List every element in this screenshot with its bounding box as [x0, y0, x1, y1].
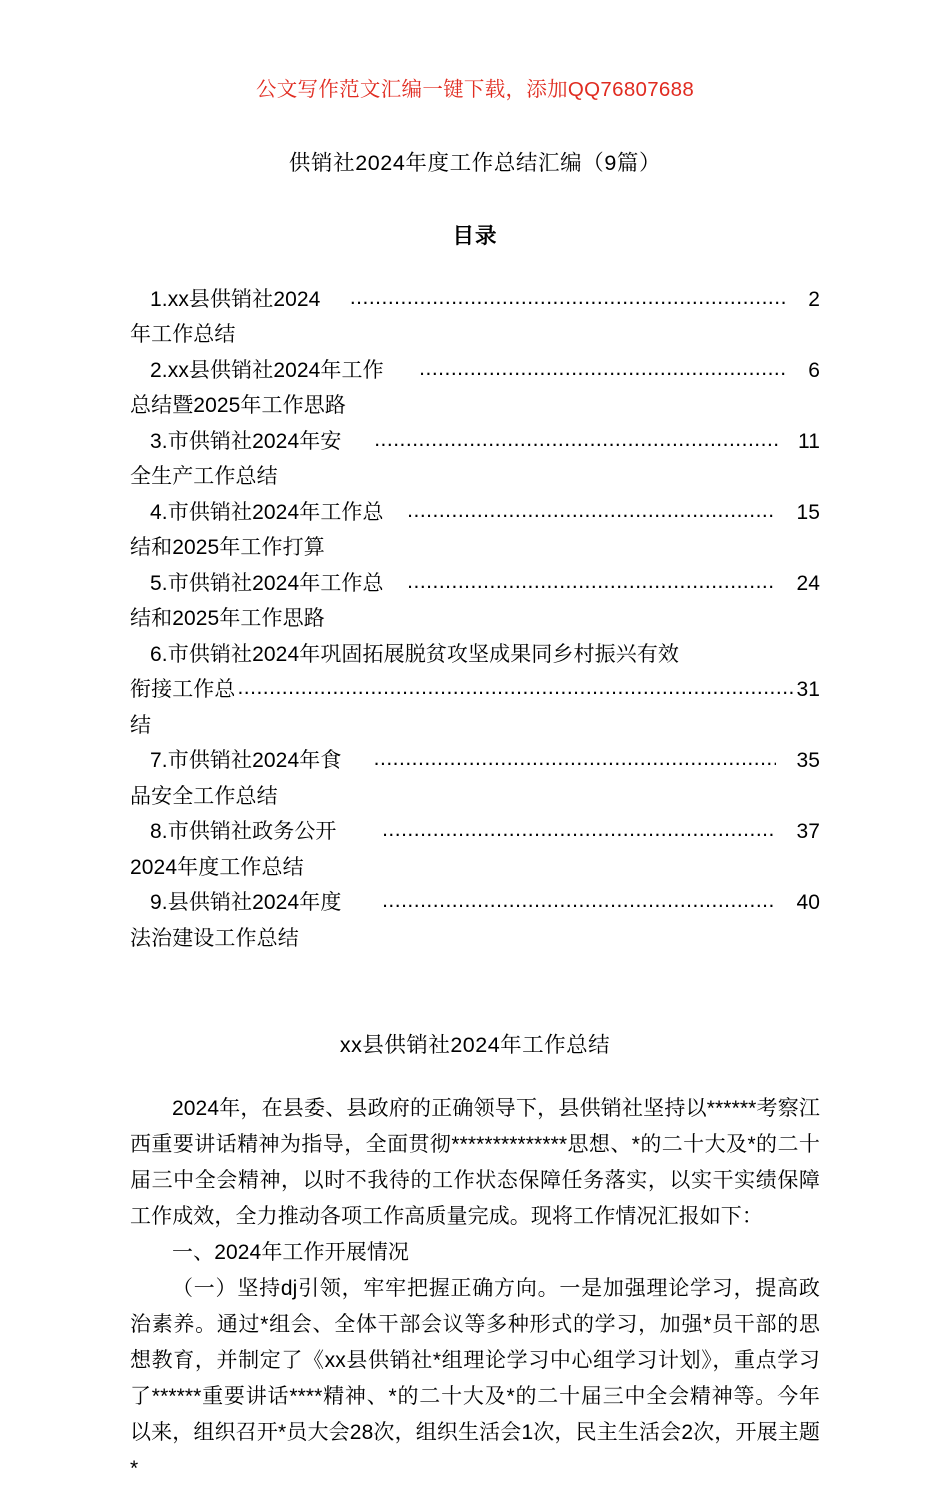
toc-dot-leader [354, 429, 778, 450]
toc-entry-page: 40 [796, 891, 820, 915]
toc-entry-page: 11 [798, 429, 820, 453]
toc-entry-4[interactable] [130, 495, 820, 566]
toc-entry-number: 3. [150, 429, 168, 453]
toc-entry-number: 2. [150, 358, 168, 382]
toc-entry-page: 15 [796, 500, 820, 524]
toc-entry-7[interactable] [130, 743, 820, 814]
toc-entry-number: 5. [150, 571, 168, 595]
article-body [130, 1091, 820, 1487]
article-paragraph-2: 一、2024年工作开展情况 [172, 1241, 410, 1265]
toc-dot-leader [354, 748, 777, 769]
toc-dot-leader [362, 890, 776, 911]
toc-dot-leader [330, 287, 788, 308]
toc-entry-6[interactable] [130, 637, 820, 744]
toc-entry-page: 31 [796, 678, 820, 702]
toc-entry-title: 市供销社2024年食品安全工作总结 [130, 749, 342, 808]
article-heading: xx县供销社2024年工作总结 [339, 1033, 611, 1058]
toc-entry-page: 35 [796, 749, 820, 773]
toc-entry-number: 8. [150, 820, 168, 844]
article-paragraph-1: 2024年，在县委、县政府的正确领导下，县供销社坚持以******考察江西重要讲话精神为指导，全面贯彻**************思想、*的二十大及*的二十届三中全会精神，以时不我待的工作状态保障任务落实，以实干实绩保障工作成效，全力推动各项工作高质量完成。现将工作情况汇报如下： [130, 1097, 820, 1229]
toc-entry-number: 9. [150, 891, 168, 915]
toc-entry-title: 市供销社2024年安全生产工作总结 [130, 429, 342, 489]
document-title: 供销社2024年度工作总结汇编（9篇） [288, 150, 662, 175]
promo-watermark-text: 公文写作范文汇编一键下载，添加QQ76807688 [255, 78, 695, 101]
toc-dot-leader [387, 571, 776, 592]
toc-entry-title-line1: 6.市供销社2024年巩固拓展脱贫攻坚成果同乡村振兴有效 [150, 642, 680, 666]
toc-entry-9[interactable] [130, 885, 820, 956]
toc-entry-2[interactable] [130, 353, 820, 424]
toc-entry-title: xx县供销社2024年工作总结暨2025年工作思路 [130, 358, 384, 418]
document-page [0, 78, 950, 1481]
toc-entry-5[interactable] [130, 566, 820, 637]
toc-entry-number: 7. [150, 749, 168, 773]
toc-entry-title: xx县供销社2024年工作总结 [130, 287, 321, 347]
article-paragraph-3: （一）坚持dj引领，牢牢把握正确方向。一是加强理论学习，提高政治素养。通过*组会、全体干部会议等多种形式的学习，加强*员干部的思想教育，并制定了《xx县供销社*组理论学习中心组学习计划》，重点学习了******重要讲话****精神、*的二十大及*的二十届三中全会精神等。今年以来，组织召开*员大会28次，组织生活会1次，民主生活会2次，开展主题* [130, 1277, 820, 1481]
toc-entry-8[interactable] [130, 814, 820, 885]
toc-entry-page: 2 [808, 287, 820, 311]
table-of-contents [130, 282, 820, 957]
toc-entry-title: 市供销社政务公开2024年度工作总结 [130, 820, 337, 879]
toc-entry-number: 1. [150, 287, 168, 311]
toc-entry-page: 24 [796, 571, 820, 595]
toc-entry-page: 37 [796, 820, 820, 844]
toc-dot-leader [362, 819, 776, 840]
toc-dot-leader [399, 358, 788, 379]
toc-entry-number: 4. [150, 500, 168, 524]
toc-dot-leader [387, 500, 776, 521]
toc-heading: 目录 [452, 223, 498, 248]
toc-entry-title: 市供销社2024年工作总结和2025年工作思路 [130, 571, 384, 631]
toc-entry-3[interactable] [130, 424, 820, 495]
toc-entry-page: 6 [808, 358, 820, 382]
toc-dot-leader [237, 677, 796, 698]
toc-entry-1[interactable] [130, 282, 820, 353]
toc-entry-title-line2: 衔接工作总结 [130, 678, 236, 737]
toc-entry-title: 县供销社2024年度法治建设工作总结 [130, 891, 342, 950]
toc-entry-title: 市供销社2024年工作总结和2025年工作打算 [130, 500, 384, 560]
